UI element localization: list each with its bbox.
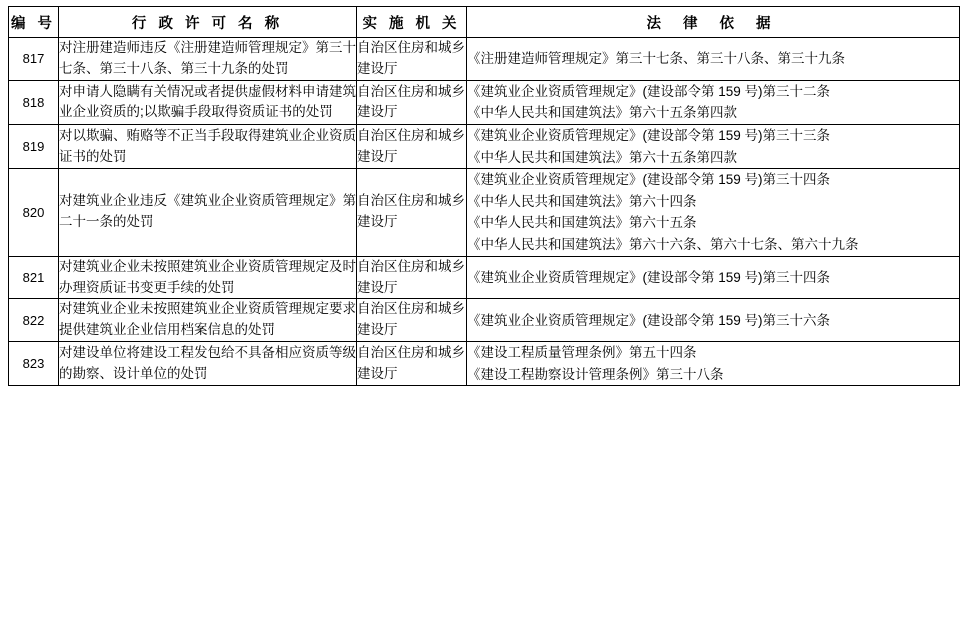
cell-no: 823 — [9, 342, 59, 386]
cell-implementing-organ: 自治区住房和城乡建设厅 — [357, 38, 467, 81]
table-row — [9, 342, 960, 386]
cell-permit-name: 对注册建造师违反《注册建造师管理规定》第三十七条、第三十八条、第三十九条的处罚 — [59, 38, 357, 81]
cell-legal-basis — [467, 299, 960, 342]
column-header-no-label: 编 号 — [10, 15, 57, 32]
cell-permit-name: 对建筑业企业违反《建筑业企业资质管理规定》第二十一条的处罚 — [59, 169, 357, 256]
legal-basis-line: 《中华人民共和国建筑法》第六十四条 — [467, 193, 697, 209]
table-row — [9, 299, 960, 342]
cell-legal-basis — [467, 256, 960, 299]
legal-basis-line: 《建筑业企业资质管理规定》(建设部令第 159 号)第三十三条 — [467, 128, 831, 144]
column-header-basis-label: 法 律 依 据 — [646, 15, 780, 32]
column-header-no — [9, 7, 59, 38]
legal-basis-line: 《注册建造师管理规定》第三十七条、第三十八条、第三十九条 — [467, 51, 845, 67]
cell-no: 821 — [9, 256, 59, 299]
column-header-org-label: 实 施 机 关 — [362, 15, 461, 32]
legal-basis-line: 《中华人民共和国建筑法》第六十五条第四款 — [467, 149, 737, 165]
table-row — [9, 38, 960, 81]
administrative-permit-table — [8, 6, 960, 386]
cell-legal-basis — [467, 169, 960, 256]
table-row — [9, 169, 960, 256]
cell-implementing-organ: 自治区住房和城乡建设厅 — [357, 256, 467, 299]
table-header — [9, 7, 960, 38]
cell-no: 817 — [9, 38, 59, 81]
cell-permit-name: 对建设单位将建设工程发包给不具备相应资质等级的勘察、设计单位的处罚 — [59, 342, 357, 386]
legal-basis-line: 《建筑业企业资质管理规定》(建设部令第 159 号)第三十六条 — [467, 312, 831, 328]
legal-basis-line: 《建设工程质量管理条例》第五十四条 — [467, 345, 697, 361]
cell-no: 822 — [9, 299, 59, 342]
cell-implementing-organ: 自治区住房和城乡建设厅 — [357, 80, 467, 124]
cell-no: 819 — [9, 125, 59, 169]
column-header-basis — [467, 7, 960, 38]
cell-permit-name: 对建筑业企业未按照建筑业企业资质管理规定要求提供建筑业企业信用档案信息的处罚 — [59, 299, 357, 342]
table-row — [9, 125, 960, 169]
table-body — [9, 38, 960, 386]
cell-no: 820 — [9, 169, 59, 256]
cell-legal-basis — [467, 38, 960, 81]
legal-basis-line: 《中华人民共和国建筑法》第六十五条第四款 — [467, 105, 737, 121]
column-header-name — [59, 7, 357, 38]
cell-permit-name: 对建筑业企业未按照建筑业企业资质管理规定及时办理资质证书变更手续的处罚 — [59, 256, 357, 299]
table-header-row — [9, 7, 960, 38]
column-header-org — [357, 7, 467, 38]
legal-basis-line: 《建筑业企业资质管理规定》(建设部令第 159 号)第三十二条 — [467, 83, 831, 99]
legal-basis-line: 《建筑业企业资质管理规定》(建设部令第 159 号)第三十四条 — [467, 172, 831, 188]
cell-implementing-organ: 自治区住房和城乡建设厅 — [357, 125, 467, 169]
table-row — [9, 80, 960, 124]
cell-implementing-organ: 自治区住房和城乡建设厅 — [357, 342, 467, 386]
cell-legal-basis — [467, 80, 960, 124]
legal-basis-line: 《建筑业企业资质管理规定》(建设部令第 159 号)第三十四条 — [467, 269, 831, 285]
cell-implementing-organ: 自治区住房和城乡建设厅 — [357, 299, 467, 342]
cell-legal-basis — [467, 125, 960, 169]
cell-no: 818 — [9, 80, 59, 124]
cell-permit-name: 对申请人隐瞒有关情况或者提供虚假材料申请建筑业企业资质的;以欺骗手段取得资质证书的处罚 — [59, 80, 357, 124]
legal-basis-line: 《建设工程勘察设计管理条例》第三十八条 — [467, 366, 724, 382]
legal-basis-line: 《中华人民共和国建筑法》第六十六条、第六十七条、第六十九条 — [467, 237, 859, 252]
table-row — [9, 256, 960, 299]
cell-legal-basis — [467, 342, 960, 386]
legal-basis-line: 《中华人民共和国建筑法》第六十五条 — [467, 215, 697, 231]
cell-permit-name: 对以欺骗、贿赂等不正当手段取得建筑业企业资质证书的处罚 — [59, 125, 357, 169]
cell-implementing-organ: 自治区住房和城乡建设厅 — [357, 169, 467, 256]
column-header-name-label: 行 政 许 可 名 称 — [131, 15, 284, 32]
